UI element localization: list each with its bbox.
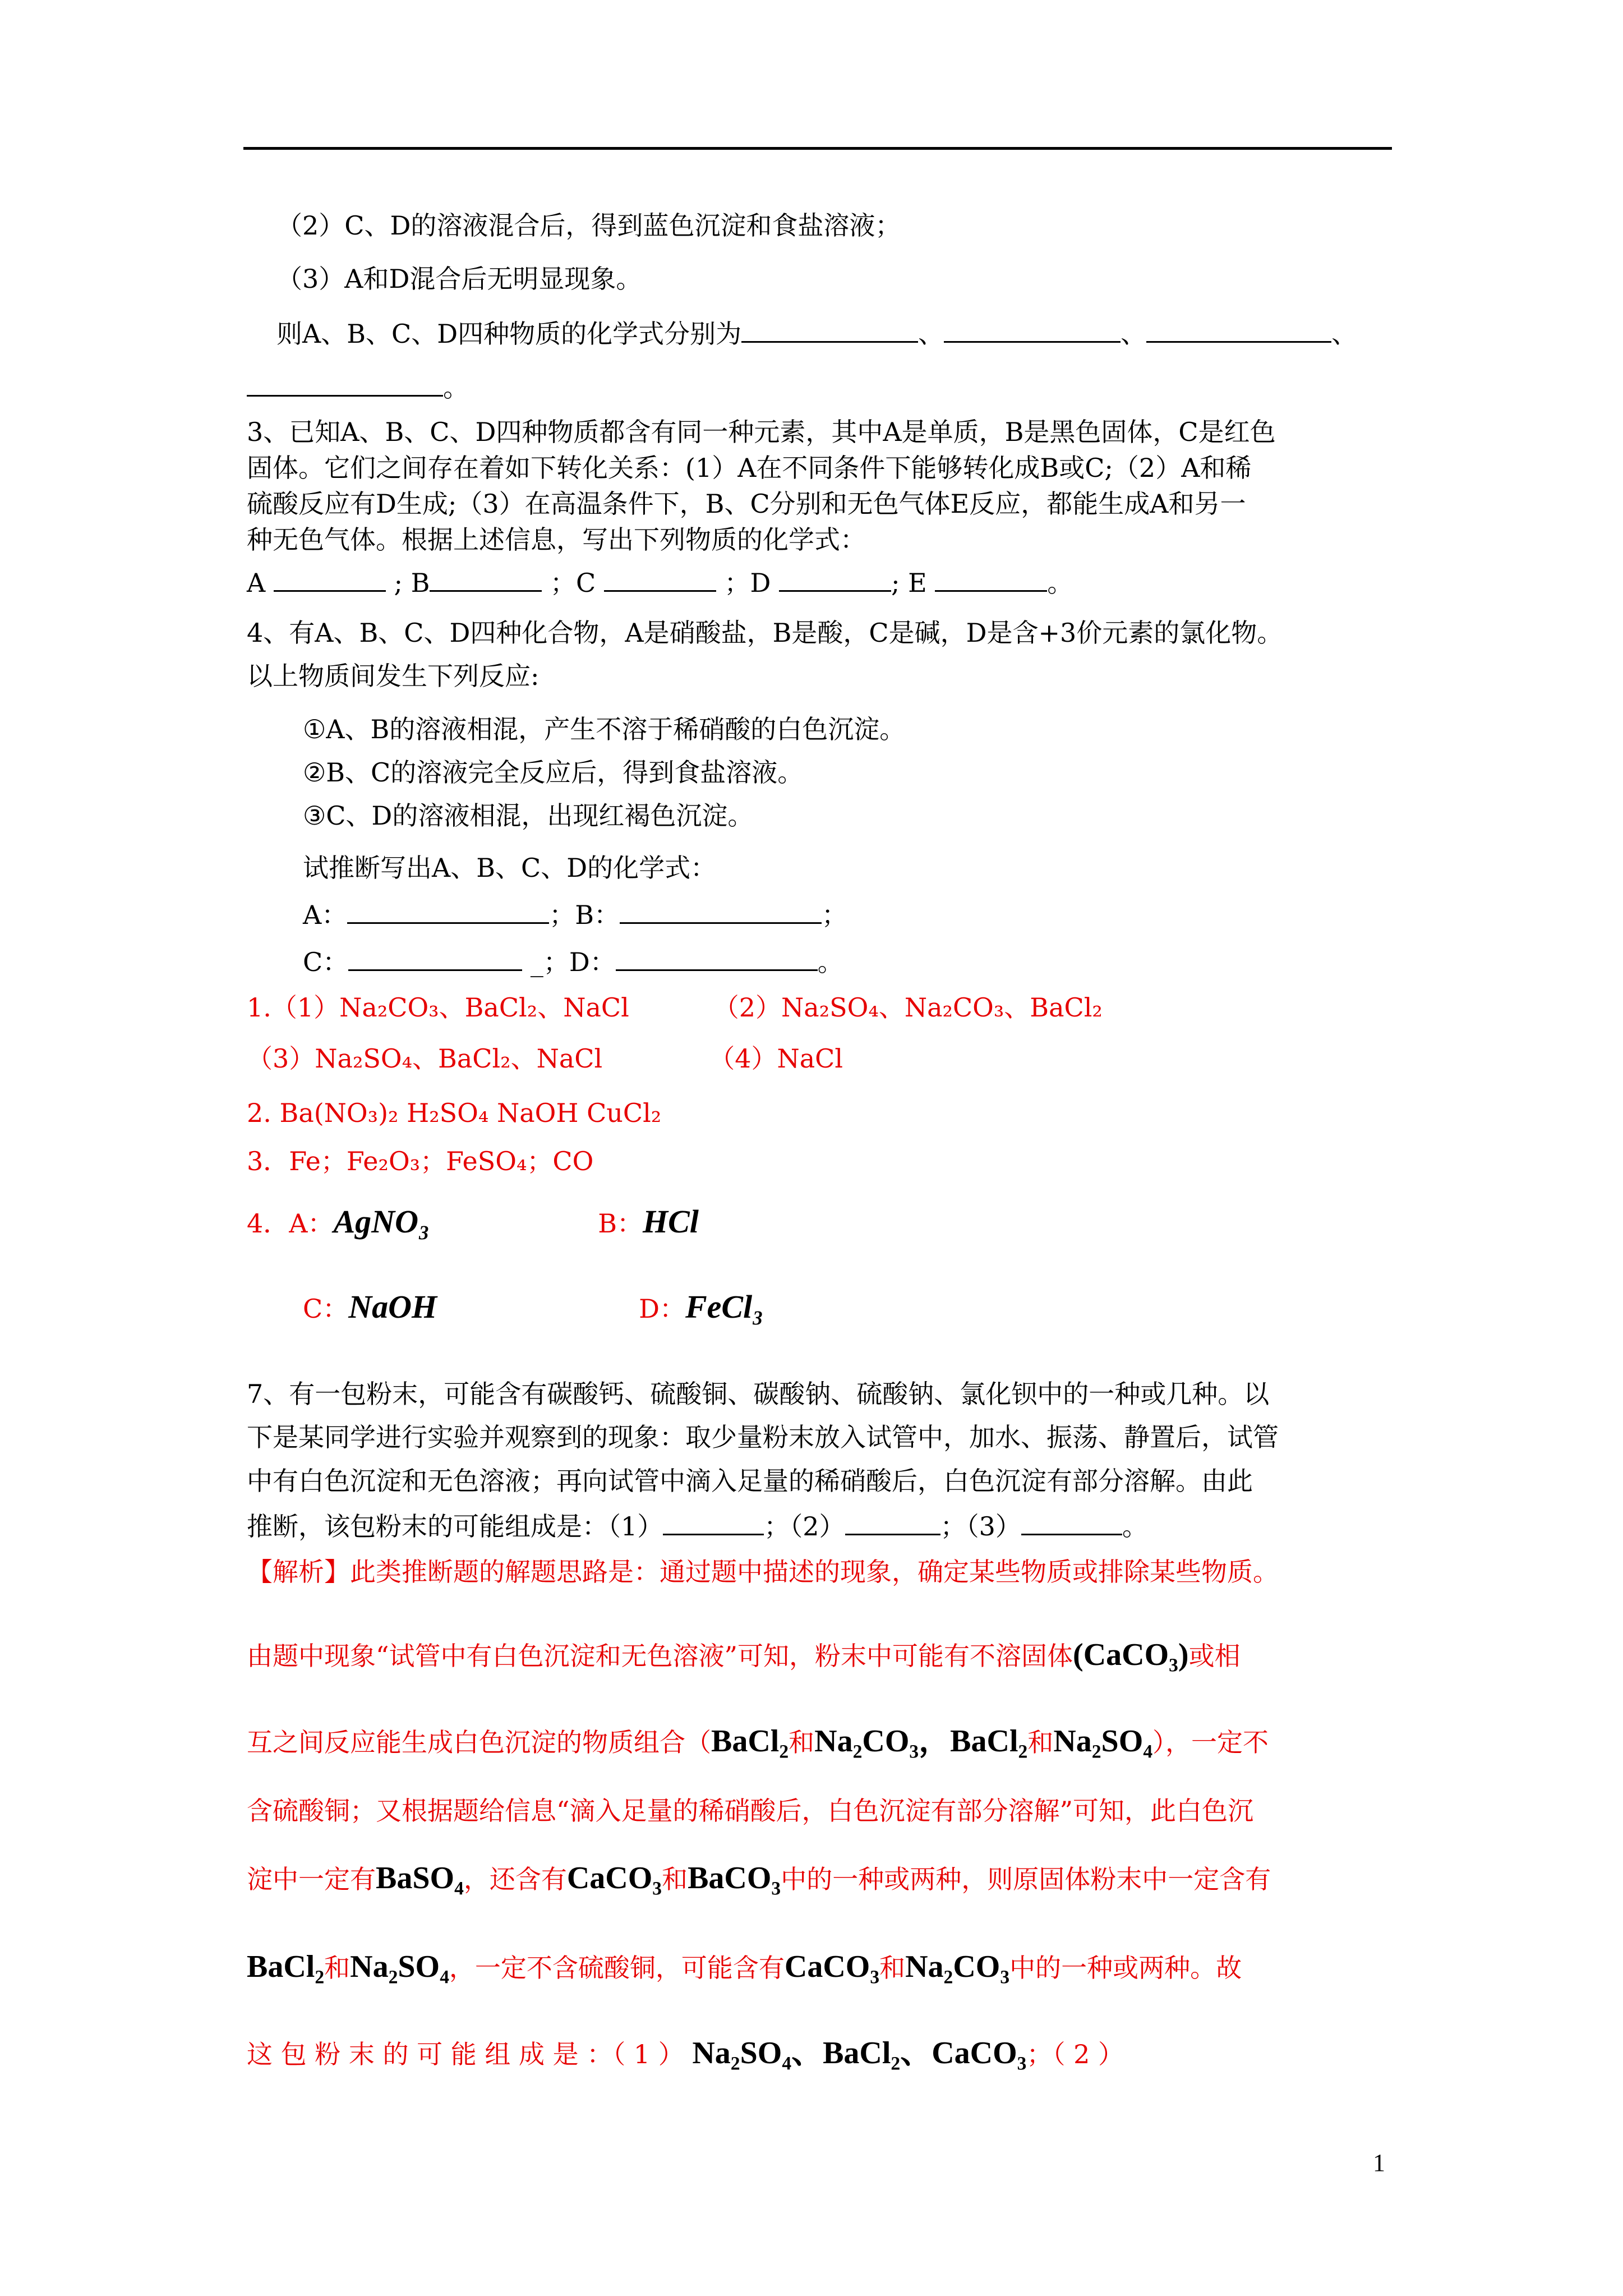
answer-2: 2. Ba(NO₃)₂ H₂SO₄ NaOH CuCl₂ — [247, 1098, 662, 1128]
q4-reaction-3: ③C、D的溶液相混，出现红褐色沉淀。 — [303, 800, 754, 831]
analysis-line-6: BaCl₂和Na₂SO₄，一定不含硫酸铜，可能含有CaCO₃和Na₂CO₃中的一种或两种。故 — [247, 1949, 1242, 1984]
q7-line-3: 中有白色沉淀和无色溶液；再向试管中滴入足量的稀硝酸后，白色沉淀有部分溶解。由此 — [247, 1466, 1253, 1496]
q2-line-3: （3）A和D混合后无明显现象。 — [276, 264, 642, 294]
q3-line-4: 种无色气体。根据上述信息，写出下列物质的化学式： — [247, 524, 866, 555]
answer-4-line-1: 4．A：AgNO₃ B：HCl — [247, 1203, 699, 1240]
analysis-line-3: 互之间反应能生成白色沉淀的物质组合（BaCl₂和Na₂CO₃，BaCl₂和Na₂SO₄），一定不 — [247, 1724, 1269, 1759]
q2-line-2: （2）C、D的溶液混合后，得到蓝色沉淀和食盐溶液； — [276, 210, 901, 241]
q3-line-1: 3、已知A、B、C、D四种物质都含有同一种元素，其中A是单质，B是黑色固体，C是红色 — [247, 417, 1276, 447]
q2-line-5: 。 — [247, 369, 1396, 404]
q4-instruction: 试推断写出A、B、C、D的化学式： — [303, 853, 717, 883]
q7-line-2: 下是某同学进行实验并观察到的现象：取少量粉末放入试管中，加水、振荡、静置后，试管 — [247, 1422, 1279, 1452]
q3-answer-line: A ; B ；C ；D ; E 。 — [247, 564, 1396, 600]
q7-line-1: 7、有一包粉末，可能含有碳酸钙、硫酸铜、碳酸钠、硫酸钠、氯化钡中的一种或几种。以 — [247, 1379, 1270, 1409]
q2-line-4: 则A、B、C、D四种物质的化学式分别为 、 、 、 — [276, 315, 1426, 351]
answer-4-line-2: C：NaOH D：FeCl₃ — [303, 1289, 764, 1325]
answer-1-line-1: 1.（1）Na₂CO₃、BaCl₂、NaCl （2）Na₂SO₄、Na₂CO₃、BaCl₂ — [247, 992, 1103, 1023]
answer-3: 3．Fe；Fe₂O₃；FeSO₄；CO — [247, 1146, 594, 1176]
analysis-line-4: 含硫酸铜；又根据题给信息“滴入足量的稀硝酸后，白色沉淀有部分溶解”可知，此白色沉 — [247, 1796, 1254, 1826]
header-rule — [243, 147, 1392, 150]
analysis-line-5: 淀中一定有BaSO₄，还含有CaCO₃和BaCO₃中的一种或两种，则原固体粉末中一定含有 — [247, 1861, 1271, 1895]
q4-answer-line-2: C： _；D： 。 — [303, 944, 1453, 979]
analysis-line-1: 【解析】此类推断题的解题思路是：通过题中描述的现象，确定某些物质或排除某些物质。 — [247, 1557, 1279, 1587]
q4-answer-line-1: A： ；B： ； — [303, 896, 1453, 932]
analysis-line-2: 由题中现象“试管中有白色沉淀和无色溶液”可知，粉末中可能有不溶固体(CaCO₃)或相 — [247, 1637, 1241, 1672]
q7-line-4: 推断，该包粉末的可能组成是：（1） ；（2） ；（3） 。 — [247, 1508, 1396, 1543]
q4-line-2: 以上物质间发生下列反应: — [247, 661, 540, 691]
answer-1-line-2: （3）Na₂SO₄、BaCl₂、NaCl （4）NaCl — [247, 1043, 843, 1074]
q4-reaction-2: ②B、C的溶液完全反应后，得到食盐溶液。 — [303, 757, 804, 788]
q4-line-1: 4、有A、B、C、D四种化合物，A是硝酸盐，B是酸，C是碱，D是含+3价元素的氯化物。 — [247, 618, 1283, 648]
q4-reaction-1: ①A、B的溶液相混，产生不溶于稀硝酸的白色沉淀。 — [303, 714, 906, 744]
analysis-line-7: 这 包 粉 末 的 可 能 组 成 是 ：（ 1 ） Na₂SO₄、BaCl₂、CaCO₃；（ 2 ） — [247, 2036, 1124, 2070]
q3-line-2: 固体。它们之间存在着如下转化关系：(1）A在不同条件下能够转化成B或C;（2）A和稀 — [247, 453, 1252, 483]
page-number: 1 — [1373, 2149, 1385, 2177]
q3-line-3: 硫酸反应有D生成;（3）在高温条件下，B、C分别和无色气体E反应，都能生成A和另一 — [247, 489, 1246, 519]
